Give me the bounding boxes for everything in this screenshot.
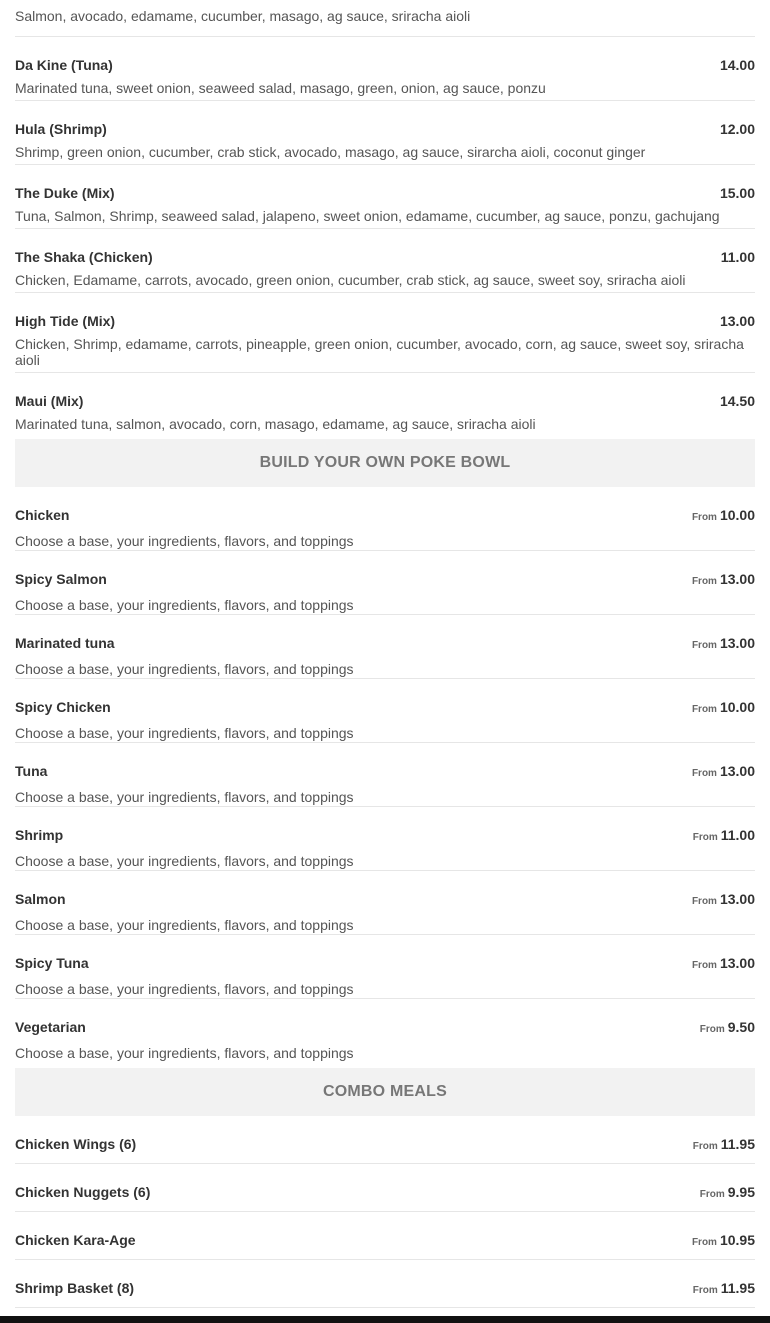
- item-name: Maui (Mix): [15, 393, 84, 409]
- item-description: Choose a base, your ingredients, flavors, and toppings: [15, 917, 354, 933]
- menu-item[interactable]: [15, 1164, 755, 1212]
- menu-item[interactable]: [15, 935, 755, 999]
- item-price: [692, 507, 755, 526]
- menu-item[interactable]: [15, 1116, 755, 1164]
- price-amount: 10.95: [719, 1232, 755, 1248]
- menu-item[interactable]: [15, 807, 755, 871]
- item-description: Choose a base, your ingredients, flavors, and toppings: [15, 981, 354, 997]
- item-head: [15, 891, 755, 910]
- price-from-label: From: [692, 1141, 718, 1152]
- item-description: Choose a base, your ingredients, flavors, and toppings: [15, 597, 354, 613]
- item-price: [692, 1232, 755, 1251]
- combo-list: [15, 1116, 755, 1308]
- item-description: Chicken, Edamame, carrots, avocado, green onion, cucumber, crab stick, ag sauce, sweet soy, sriracha aioli: [15, 272, 686, 288]
- price-from-label: From: [692, 1285, 718, 1296]
- item-name: Spicy Tuna: [15, 955, 89, 971]
- item-price: [693, 1280, 755, 1299]
- item-description: Marinated tuna, sweet onion, seaweed salad, masago, green, onion, ag sauce, ponzu: [15, 80, 546, 96]
- price-from-label: From: [691, 640, 717, 651]
- item-price: 15.00: [719, 185, 755, 201]
- price-from-label: From: [691, 768, 717, 779]
- price-from-label: From: [691, 704, 717, 715]
- menu-item[interactable]: [15, 679, 755, 743]
- item-name: Chicken: [15, 507, 70, 523]
- item-name: Spicy Chicken: [15, 699, 111, 715]
- section-header-byo: BUILD YOUR OWN POKE BOWL: [15, 439, 755, 487]
- price-amount: 10.00: [719, 699, 755, 715]
- price-from-label: From: [691, 512, 717, 523]
- menu-item[interactable]: [15, 487, 755, 551]
- section-header-combo: COMBO MEALS: [15, 1068, 755, 1116]
- item-name: High Tide (Mix): [15, 313, 116, 329]
- bottom-bar: [0, 1316, 770, 1323]
- menu-item[interactable]: [15, 615, 755, 679]
- item-name: Da Kine (Tuna): [15, 57, 113, 73]
- item-head: [15, 1280, 755, 1299]
- price-amount: 11.95: [720, 1280, 755, 1296]
- price-from-label: From: [692, 832, 718, 843]
- item-head: [15, 699, 755, 718]
- item-description: Shrimp, green onion, cucumber, crab stick, avocado, masago, ag sauce, sirarcha aioli, coconut ginger: [15, 144, 646, 160]
- price-amount: 13.00: [719, 571, 755, 587]
- price-amount: 11.95: [720, 1136, 755, 1152]
- item-price: [700, 1019, 755, 1038]
- item-price: 11.00: [720, 249, 755, 265]
- price-amount: 13.00: [719, 891, 755, 907]
- item-name: Chicken Kara-Age: [15, 1232, 136, 1248]
- price-amount: 13.00: [719, 763, 755, 779]
- price-amount: 11.00: [720, 827, 755, 843]
- item-price: 14.50: [719, 393, 755, 409]
- item-name: Shrimp Basket (8): [15, 1280, 135, 1296]
- item-head: [15, 635, 755, 654]
- item-description: Salmon, avocado, edamame, cucumber, masago, ag sauce, sriracha aioli: [15, 8, 471, 24]
- item-description: Choose a base, your ingredients, flavors, and toppings: [15, 661, 354, 677]
- item-head: [15, 571, 755, 590]
- item-head: [15, 1136, 755, 1155]
- item-name: The Duke (Mix): [15, 185, 115, 201]
- item-price: 14.00: [719, 57, 755, 73]
- item-name: Tuna: [15, 763, 48, 779]
- item-price: 12.00: [719, 121, 755, 137]
- item-head: [15, 507, 755, 526]
- menu-item[interactable]: [15, 229, 755, 293]
- item-description: Tuna, Salmon, Shrimp, seaweed salad, jalapeno, sweet onion, edamame, cucumber, ag sauce, ponzu, gachujang: [15, 208, 720, 224]
- item-name: Salmon: [15, 891, 66, 907]
- item-head: [15, 1184, 755, 1203]
- item-name: Hula (Shrimp): [15, 121, 107, 137]
- item-price: [693, 827, 755, 846]
- item-name: Vegetarian: [15, 1019, 86, 1035]
- menu-item[interactable]: [15, 871, 755, 935]
- item-name: Chicken Wings (6): [15, 1136, 137, 1152]
- item-head: [15, 827, 755, 846]
- menu-item[interactable]: [15, 743, 755, 807]
- item-description: Marinated tuna, salmon, avocado, corn, masago, edamame, ag sauce, sriracha aioli: [15, 416, 536, 432]
- item-head: [15, 763, 755, 782]
- menu-item[interactable]: [15, 37, 755, 101]
- item-name: Spicy Salmon: [15, 571, 107, 587]
- price-amount: 9.95: [727, 1184, 755, 1200]
- item-price: [692, 763, 755, 782]
- item-price: [692, 891, 755, 910]
- menu-item[interactable]: [15, 373, 755, 439]
- price-from-label: From: [699, 1189, 725, 1200]
- menu-item[interactable]: [15, 0, 755, 37]
- menu-item[interactable]: [15, 1260, 755, 1308]
- item-price: [692, 635, 755, 654]
- item-name: Marinated tuna: [15, 635, 115, 651]
- item-price: 13.00: [719, 313, 755, 329]
- item-price: [692, 699, 755, 718]
- item-head: [15, 1232, 755, 1251]
- price-from-label: From: [691, 960, 717, 971]
- item-price: [700, 1184, 755, 1203]
- price-from-label: From: [691, 1237, 717, 1248]
- item-description: Choose a base, your ingredients, flavors, and toppings: [15, 853, 354, 869]
- item-name: Chicken Nuggets (6): [15, 1184, 151, 1200]
- item-price: [693, 1136, 755, 1155]
- item-head: [15, 955, 755, 974]
- price-amount: 9.50: [727, 1019, 755, 1035]
- byo-list: [15, 487, 755, 1065]
- price-from-label: From: [691, 896, 717, 907]
- item-name: The Shaka (Chicken): [15, 249, 153, 265]
- price-from-label: From: [691, 576, 717, 587]
- price-amount: 13.00: [719, 635, 755, 651]
- item-description: Choose a base, your ingredients, flavors, and toppings: [15, 1045, 354, 1061]
- price-from-label: From: [699, 1024, 725, 1035]
- item-description: Choose a base, your ingredients, flavors, and toppings: [15, 725, 354, 741]
- item-price: [692, 571, 755, 590]
- menu-item[interactable]: [15, 101, 755, 165]
- menu-item[interactable]: [15, 165, 755, 229]
- item-description: Choose a base, your ingredients, flavors, and toppings: [15, 533, 354, 549]
- menu-item[interactable]: [15, 999, 755, 1065]
- item-description: Choose a base, your ingredients, flavors, and toppings: [15, 789, 354, 805]
- price-amount: 10.00: [719, 507, 755, 523]
- menu-item[interactable]: [15, 551, 755, 615]
- menu-item[interactable]: [15, 1212, 755, 1260]
- menu-item[interactable]: [15, 293, 755, 373]
- item-head: [15, 1019, 755, 1038]
- item-description: Chicken, Shrimp, edamame, carrots, pineapple, green onion, cucumber, avocado, corn, ag sauce, sweet soy, sriracha aioli: [15, 336, 744, 368]
- item-name: Shrimp: [15, 827, 64, 843]
- price-amount: 13.00: [719, 955, 755, 971]
- item-price: [692, 955, 755, 974]
